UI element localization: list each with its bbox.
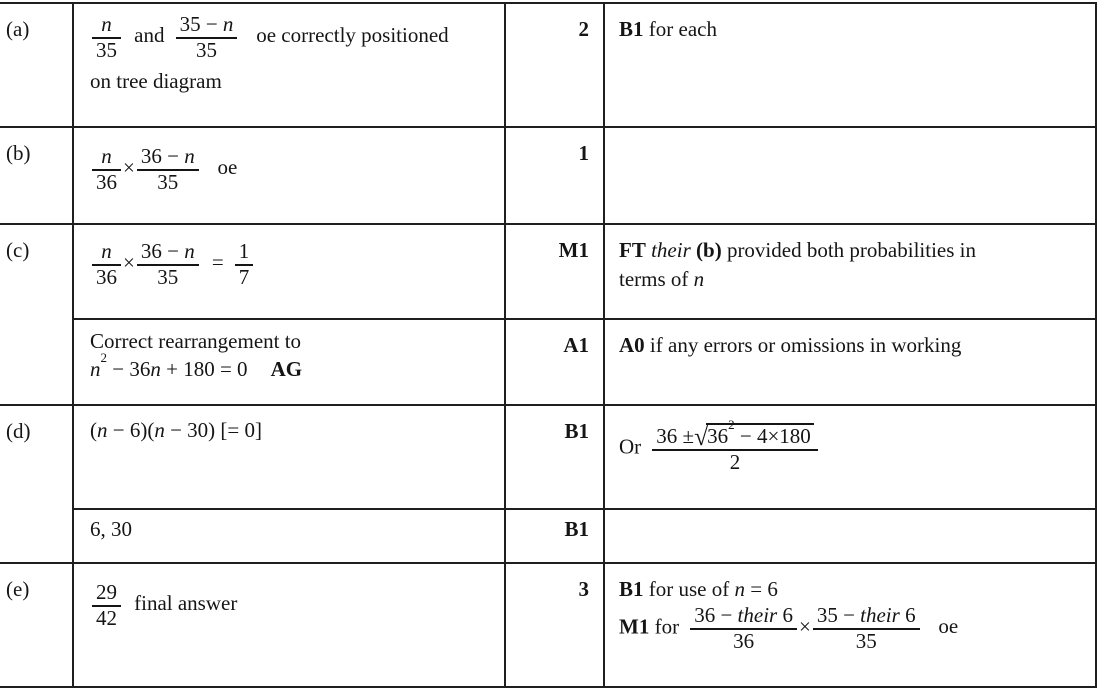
part-label-c xyxy=(0,224,73,405)
square-root: $√36^2 - 4\times 180$ xyxy=(694,424,814,448)
comment-cell-d2 xyxy=(604,509,1096,563)
row-e xyxy=(0,563,1096,687)
their-text: their xyxy=(651,238,691,262)
fraction-36-minus-n-over-35: $\frac{36 - n}{35}$ xyxy=(137,240,199,289)
answer-expression: (n − 6)(n − 30) [= 0] xyxy=(90,418,263,442)
fraction-36-minus-n-over-35: $\frac{36 - n}{35}$ xyxy=(137,145,199,194)
answer-line-1 xyxy=(90,573,496,630)
mark-scheme-table xyxy=(0,2,1097,688)
row-d2 xyxy=(0,509,1096,563)
row-c2 xyxy=(0,319,1096,405)
comment-line-1: FT their (b) provided both probabilities in xyxy=(619,238,976,262)
part-text: (e) xyxy=(6,577,30,601)
marks-a: 2 xyxy=(505,3,604,127)
fraction-36-minus-their6-over-36: $\frac{\text{36 − their 6}}{36}$ xyxy=(690,604,797,653)
part-text: (a) xyxy=(6,17,30,41)
row-d1 xyxy=(0,405,1096,509)
n-variable: n xyxy=(693,267,705,291)
answer-cell-a xyxy=(73,3,505,127)
answer-cell-c1 xyxy=(73,224,505,319)
answer-cell-d1 xyxy=(73,405,505,509)
comment-cell-b xyxy=(604,127,1096,224)
n-variable: n xyxy=(734,577,745,601)
part-label-a xyxy=(0,3,73,127)
fraction-n-35: $\frac{n}{35}$ xyxy=(92,13,121,62)
multiply-sign: × xyxy=(123,155,135,180)
answer-cell-c2 xyxy=(73,319,505,405)
marks-b: 1 xyxy=(505,127,604,224)
part-ref: (b) xyxy=(696,238,722,262)
answer-line-1 xyxy=(90,137,496,194)
final-answer-text: final answer xyxy=(134,591,238,616)
marks-e: 3 xyxy=(505,563,604,687)
fraction-35-minus-their6-over-35: $\frac{\text{35 − their 6}}{35}$ xyxy=(813,604,920,653)
row-c1 xyxy=(0,224,1096,319)
and-text: and xyxy=(134,23,165,48)
marks-d1: B1 xyxy=(505,405,604,509)
equals-sign: = xyxy=(211,250,224,275)
multiply-sign: × xyxy=(123,250,135,275)
answer-line-2: on tree diagram xyxy=(90,69,222,94)
or-text: Or xyxy=(619,434,642,459)
answer-line-2: $n^2 - 36n + 180 = 0$ AG xyxy=(90,349,303,381)
part-text: (b) xyxy=(6,141,31,165)
ag-code: AG xyxy=(270,357,303,381)
oe-note: oe xyxy=(938,614,959,639)
comment-cell-c1 xyxy=(604,224,1096,319)
answer-cell-e xyxy=(73,563,505,687)
fraction-n-36: $\frac{n}{36}$ xyxy=(92,240,121,289)
fraction-35-minus-n-over-35: $\frac{35 - n}{35}$ xyxy=(176,13,238,62)
fraction-n-36: $\frac{n}{36}$ xyxy=(92,145,121,194)
answer-cell-b xyxy=(73,127,505,224)
marks-c2: A1 xyxy=(505,319,604,405)
row-b xyxy=(0,127,1096,224)
part-text: (d) xyxy=(6,419,31,443)
comment-cell-a xyxy=(604,3,1096,127)
mark-code: FT xyxy=(619,238,646,262)
part-label-d xyxy=(0,405,73,563)
answer-line-1 xyxy=(90,234,496,289)
oe-note: oe correctly positioned xyxy=(256,23,449,48)
comment-line-2: M1 for $\frac{\text{36 − their 6}}{36}$ × $\frac{\text{35 − their 6}}{35}$ oe xyxy=(619,603,959,653)
fraction-29-42: $\frac{29}{42}$ xyxy=(92,581,121,630)
answer-cell-d2 xyxy=(73,509,505,563)
row-a xyxy=(0,3,1096,127)
quadratic-formula-alt xyxy=(619,416,1085,474)
comment-line-2: terms of n xyxy=(619,267,705,291)
mark-code: A0 xyxy=(619,333,645,357)
part-text: (c) xyxy=(6,238,30,262)
fraction-1-7: $\frac{1}{7}$ xyxy=(235,240,254,289)
part-label-e xyxy=(0,563,73,687)
radical-sign: √ xyxy=(694,422,707,452)
comment-text: for each xyxy=(648,17,717,41)
answer-line-1 xyxy=(90,13,496,62)
mark-code: M1 xyxy=(619,614,650,639)
comment-cell-d1 xyxy=(604,405,1096,509)
comment-line-1: B1 for use of n = 6 xyxy=(619,577,778,601)
multiply-sign: × xyxy=(798,614,811,639)
oe-note: oe xyxy=(217,155,238,180)
answer-line-1: Correct rearrangement to xyxy=(90,329,302,353)
mark-code: B1 xyxy=(619,17,644,41)
comment-text: if any errors or omissions in working xyxy=(649,333,962,357)
answer-text: 6, 30 xyxy=(90,517,132,541)
comment-cell-e xyxy=(604,563,1096,687)
part-label-b xyxy=(0,127,73,224)
comment-cell-c2 xyxy=(604,319,1096,405)
marks-d2: B1 xyxy=(505,509,604,563)
fraction-quadratic-formula: $\frac{36 \pm√36^2 - 4\times 180}{2}$ xyxy=(652,423,818,474)
mark-code: B1 xyxy=(619,577,644,601)
marks-c1: M1 xyxy=(505,224,604,319)
